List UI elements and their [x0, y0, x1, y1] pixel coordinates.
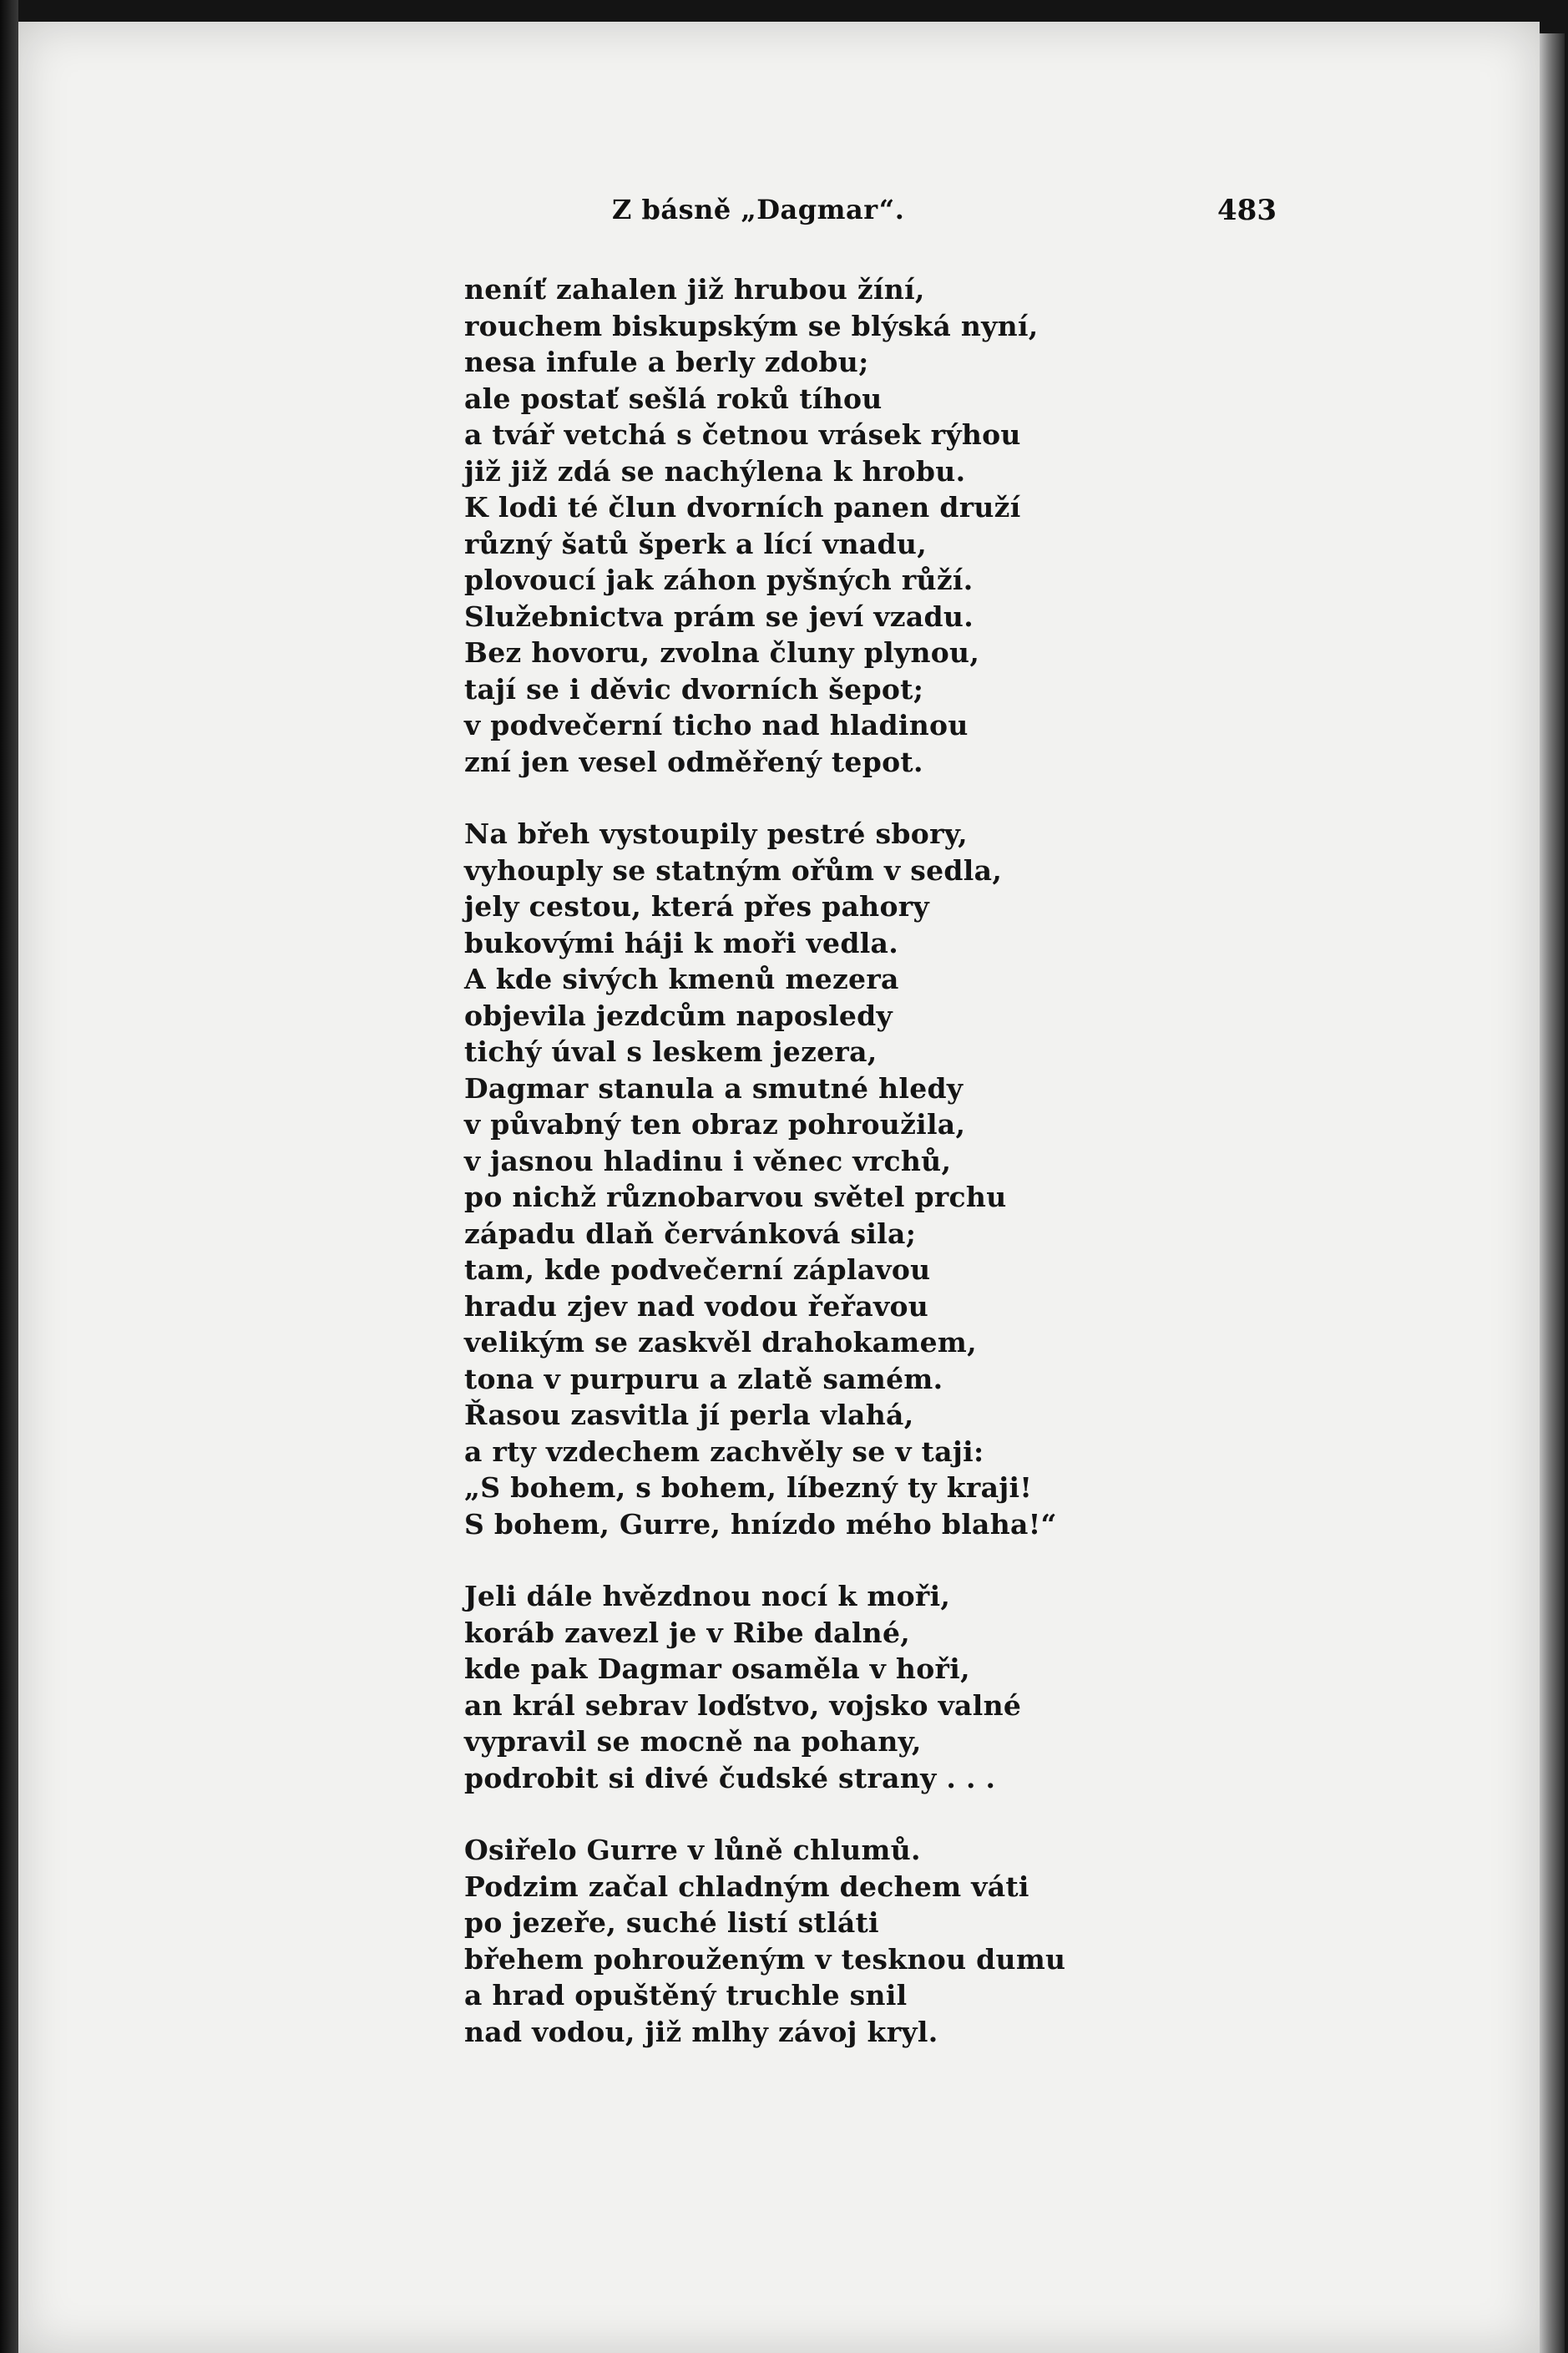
verse-line: jely cestou, která přes pahory [464, 890, 929, 923]
verse-line: tam, kde podvečerní záplavou [464, 1253, 931, 1286]
verse-line: S bohem, Gurre, hnízdo mého blaha!“ [464, 1507, 1057, 1541]
running-title: Z básně „Dagmar“. [612, 194, 905, 225]
verse-line: neníť zahalen již hrubou žíní, [464, 273, 925, 306]
stanza [464, 1832, 1466, 2050]
verse-line: tichý úval s leskem jezera, [464, 1035, 878, 1068]
verse-line: tají se i děvic dvorních šepot; [464, 672, 924, 706]
verse-line: vyhouply se statným ořům v sedla, [464, 853, 1003, 887]
verse-line: západu dlaň červánková sila; [464, 1217, 917, 1250]
verse-line: K lodi té člun dvorních panen druží [464, 491, 1021, 524]
verse-line: Dagmar stanula a smutné hledy [464, 1071, 964, 1105]
verse-line: zní jen vesel odměřený tepot. [464, 745, 923, 778]
verse-line: vypravil se mocně na pohany, [464, 1725, 922, 1758]
poem-text [464, 271, 1466, 2050]
verse-line: koráb zavezl je v Ribe dalné, [464, 1616, 911, 1649]
verse-line: v podvečerní ticho nad hladinou [464, 709, 969, 741]
stanza [464, 1578, 1466, 1796]
stanza [464, 271, 1466, 780]
verse-line: nad vodou, již mlhy závoj kryl. [464, 2015, 938, 2048]
verse-line: velikým se zaskvěl drahokamem, [464, 1326, 977, 1359]
verse-line: kde pak Dagmar osaměla v hoři, [464, 1652, 970, 1685]
verse-line: objevila jezdcům naposledy [464, 999, 893, 1032]
verse-line: A kde sivých kmenů mezera [464, 963, 899, 995]
verse-line: a tvář vetchá s četnou vrásek rýhou [464, 418, 1021, 451]
verse-line: tona v purpuru a zlatě samém. [464, 1362, 943, 1395]
verse-line: plovoucí jak záhon pyšných růží. [464, 564, 974, 596]
binding-shadow [0, 0, 18, 2353]
verse-line: břehem pohrouženým v tesknou dumu [464, 1942, 1066, 1976]
verse-line: v půvabný ten obraz pohroužila, [464, 1108, 966, 1141]
verse-line: Podzim začal chladným dechem váti [464, 1870, 1029, 1903]
verse-line: nesa infule a berly zdobu; [464, 346, 869, 378]
verse-line: rouchem biskupským se blýská nyní, [464, 309, 1039, 342]
verse-line: různý šatů šperk a lící vnadu, [464, 527, 928, 560]
verse-line: an král sebrav loďstvo, vojsko valné [464, 1688, 1022, 1722]
page-edge [1540, 33, 1565, 2353]
verse-line: Bez hovoru, zvolna čluny plynou, [464, 636, 980, 669]
page-number: 483 [1217, 194, 1277, 227]
verse-line: Služebnictva prám se jeví vzadu. [464, 600, 974, 633]
verse-line: bukovými háji k moři vedla. [464, 926, 899, 959]
verse-line: v jasnou hladinu i věnec vrchů, [464, 1144, 952, 1177]
verse-line: po jezeře, suché listí stláti [464, 1906, 879, 1939]
verse-line: Osiřelo Gurre v lůně chlumů. [464, 1834, 921, 1866]
verse-line: po nichž různobarvou světel prchu [464, 1181, 1007, 1213]
verse-line: Na břeh vystoupily pestré sbory, [464, 817, 968, 850]
verse-line: podrobit si divé čudské strany . . . [464, 1761, 996, 1794]
page-header [0, 194, 1568, 235]
verse-line: a hrad opuštěný truchle snil [464, 1979, 908, 2011]
verse-line: již již zdá se nachýlena k hrobu. [464, 454, 966, 488]
verse-line: Řasou zasvitla jí perla vlahá, [464, 1399, 914, 1431]
verse-line: hradu zjev nad vodou řeřavou [464, 1289, 929, 1323]
stanza [464, 816, 1466, 1542]
verse-line: „S bohem, s bohem, líbezný ty kraji! [464, 1471, 1033, 1504]
verse-line: a rty vzdechem zachvěly se v taji: [464, 1435, 984, 1468]
verse-line: Jeli dále hvězdnou nocí k moři, [464, 1580, 951, 1612]
verse-line: ale postať sešlá roků tíhou [464, 382, 883, 415]
